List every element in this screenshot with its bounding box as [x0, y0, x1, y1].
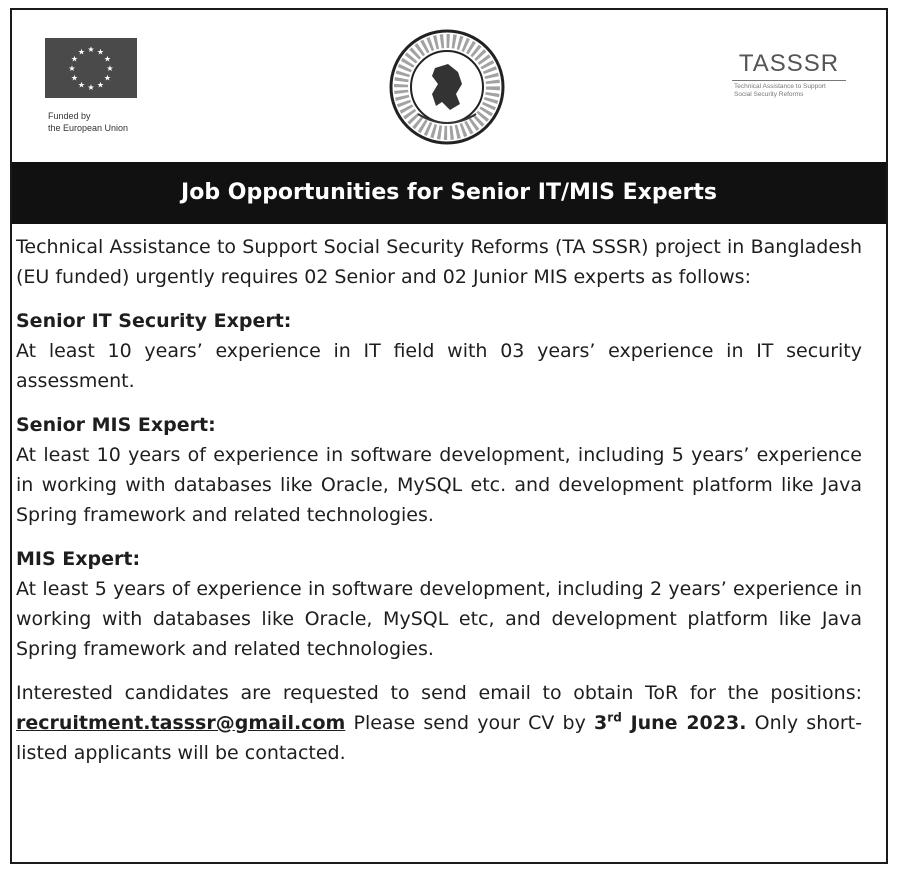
tasssr-subtitle-line1: Technical Assistance to Support — [734, 83, 826, 90]
eu-star: ★ — [103, 73, 112, 83]
eu-star: ★ — [77, 80, 86, 90]
intro-paragraph: Technical Assistance to Support Social Security Reforms (TA SSSR) project in Bangladesh (EU funded) urgently requires 02 Senior and 02 Junior MIS experts as follows: — [16, 236, 862, 288]
role-title: MIS Expert: — [16, 548, 141, 570]
eu-star: ★ — [70, 73, 79, 83]
title-banner — [12, 162, 886, 224]
eu-star: ★ — [96, 47, 105, 57]
eu-star: ★ — [87, 83, 95, 92]
tasssr-subtitle-line2: Social Security Reforms — [734, 91, 804, 98]
eu-star: ★ — [103, 54, 112, 64]
role-title: Senior IT Security Expert: — [16, 310, 292, 332]
government-seal-icon — [388, 28, 506, 146]
closing-text-2: Please send your CV by — [353, 712, 586, 734]
closing-paragraph — [16, 678, 862, 768]
role-mis — [16, 544, 862, 664]
banner-title: Job Opportunities for Senior IT/MIS Experts — [181, 180, 717, 205]
role-title: Senior MIS Expert: — [16, 414, 216, 436]
tasssr-logo — [724, 50, 854, 99]
role-description: At least 5 years of experience in software development, including 2 years’ experience in working with databases like Oracle, MySQL etc, and development platform like Java Spring framework and related technologies. — [16, 578, 862, 660]
eu-star: ★ — [96, 80, 105, 90]
eu-star: ★ — [87, 45, 95, 54]
deadline-date — [594, 712, 746, 734]
eu-star: ★ — [77, 47, 86, 57]
role-description: At least 10 years’ experience in IT field with 03 years’ experience in IT security assessment. — [16, 340, 862, 392]
closing-text-3: Only short-listed applicants will be contacted. — [16, 712, 862, 764]
deadline-rest: June 2023. — [630, 712, 747, 734]
eu-caption-line1: Funded by — [48, 111, 91, 121]
recruitment-email-link[interactable]: recruitment.tasssr@gmail.com — [16, 712, 346, 734]
header — [12, 10, 886, 162]
eu-star: ★ — [70, 54, 79, 64]
role-description: At least 10 years of experience in software development, including 5 years’ experience in working with databases like Oracle, MySQL etc. and development platform like Java Spring framework and related technologies. — [16, 444, 862, 526]
tasssr-title: TASSSR — [738, 50, 840, 77]
ad-body — [16, 232, 862, 768]
eu-flag-icon — [45, 38, 137, 98]
eu-star: ★ — [106, 64, 114, 73]
eu-star: ★ — [68, 64, 76, 73]
eu-caption-line2: the European Union — [48, 123, 129, 133]
eu-caption — [48, 110, 128, 134]
role-senior-mis — [16, 410, 862, 530]
deadline-suffix: rd — [607, 710, 622, 725]
tasssr-rule — [732, 80, 846, 81]
closing-text-1: Interested candidates are requested to send email to obtain ToR for the positions: — [16, 682, 862, 704]
deadline-day: 3 — [594, 712, 608, 734]
role-senior-it-security — [16, 306, 862, 396]
